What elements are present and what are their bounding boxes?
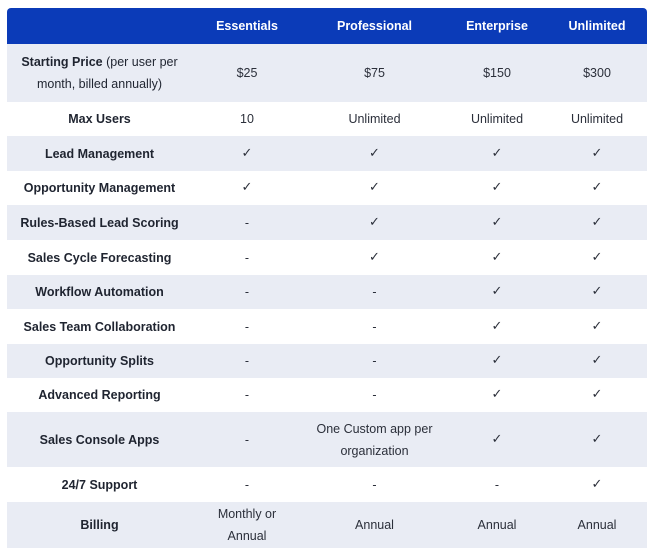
- table-row: [7, 467, 647, 502]
- plan-value: Annual: [477, 518, 517, 532]
- plan-value: -: [244, 215, 250, 230]
- check-icon: ✓: [491, 145, 503, 161]
- feature-label: Opportunity Management: [23, 181, 176, 195]
- feature-label: Lead Management: [44, 146, 155, 161]
- plan-value: -: [244, 388, 250, 402]
- feature-name: [7, 309, 192, 344]
- check-icon: ✓: [591, 214, 603, 230]
- table-row: [7, 205, 647, 240]
- table-row: [7, 275, 647, 309]
- plan-value: -: [244, 477, 250, 492]
- check-icon: ✓: [591, 387, 603, 402]
- table-row: [7, 502, 647, 548]
- feature-label: Sales Console Apps: [39, 432, 160, 447]
- feature-name: [7, 275, 192, 309]
- header-cell: Unlimited: [547, 8, 647, 44]
- feature-name: [7, 102, 192, 136]
- feature-label: Sales Team Collaboration: [23, 319, 176, 334]
- plan-value: -: [244, 354, 250, 368]
- table-row: [7, 171, 647, 205]
- plan-value: Unlimited: [570, 112, 624, 126]
- check-icon: ✓: [369, 214, 380, 230]
- header-row: [7, 8, 647, 44]
- plan-value: -: [244, 285, 250, 299]
- check-icon: ✓: [369, 145, 380, 161]
- table-row: [7, 44, 647, 102]
- table-row: [7, 102, 647, 136]
- feature-label: Sales Cycle Forecasting: [27, 250, 172, 265]
- table-row: [7, 344, 647, 378]
- header-cell: Essentials: [192, 8, 302, 44]
- feature-name: [7, 412, 192, 467]
- check-icon: ✓: [591, 145, 603, 161]
- check-icon: ✓: [241, 145, 253, 161]
- header-cell: Enterprise: [447, 8, 547, 44]
- table-row: [7, 136, 647, 171]
- feature-label: Workflow Automation: [35, 285, 164, 299]
- check-icon: ✓: [491, 180, 503, 195]
- check-icon: ✓: [491, 214, 503, 230]
- plan-value: Annual: [355, 518, 394, 532]
- feature-label: Advanced Reporting: [38, 388, 161, 402]
- plan-value: -: [372, 285, 377, 299]
- plan-value: One Custom app per organization: [316, 421, 433, 458]
- plan-value: Unlimited: [348, 112, 401, 126]
- plan-value: -: [372, 319, 377, 334]
- feature-label: Billing: [80, 518, 119, 532]
- feature-label: Max Users: [68, 112, 131, 126]
- plan-value: -: [372, 477, 377, 492]
- feature-name: [7, 240, 192, 275]
- plan-value: Unlimited: [470, 112, 524, 126]
- check-icon: ✓: [491, 249, 503, 265]
- plan-value: $150: [483, 66, 511, 80]
- check-icon: ✓: [491, 318, 503, 334]
- feature-name: [7, 344, 192, 378]
- check-icon: ✓: [369, 249, 380, 265]
- plan-value: Monthly or Annual: [217, 507, 277, 543]
- check-icon: ✓: [491, 387, 503, 402]
- check-icon: ✓: [591, 431, 603, 447]
- header-cell: [7, 8, 192, 44]
- check-icon: ✓: [591, 353, 603, 368]
- feature-label: Starting Price: [21, 55, 103, 69]
- check-icon: ✓: [491, 284, 503, 299]
- check-icon: ✓: [369, 180, 380, 195]
- check-icon: ✓: [241, 180, 253, 195]
- plan-value: -: [494, 477, 500, 492]
- feature-name: [7, 502, 192, 548]
- feature-note: (per user per month, billed annually): [36, 55, 178, 91]
- plan-value: -: [244, 250, 250, 265]
- check-icon: ✓: [591, 476, 603, 492]
- pricing-table: [7, 8, 647, 548]
- feature-name: [7, 467, 192, 502]
- check-icon: ✓: [591, 180, 603, 195]
- table-row: [7, 309, 647, 344]
- table-row: [7, 378, 647, 412]
- feature-name: [7, 171, 192, 205]
- feature-label: Rules-Based Lead Scoring: [20, 215, 179, 230]
- plan-value: $300: [583, 66, 611, 80]
- table-row: [7, 412, 647, 467]
- feature-name: [7, 378, 192, 412]
- plan-value: 10: [240, 112, 254, 126]
- feature-name: [7, 136, 192, 171]
- header-cell: Professional: [302, 8, 447, 44]
- plan-value: -: [372, 354, 377, 368]
- plan-value: -: [372, 388, 377, 402]
- plan-value: $75: [364, 66, 385, 80]
- plan-value: -: [244, 319, 250, 334]
- check-icon: ✓: [491, 353, 503, 368]
- feature-label: 24/7 Support: [61, 477, 138, 492]
- plan-value: Annual: [577, 518, 617, 532]
- feature-name: [7, 44, 192, 102]
- plan-value: $25: [236, 66, 258, 80]
- check-icon: ✓: [591, 284, 603, 299]
- check-icon: ✓: [591, 318, 603, 334]
- check-icon: ✓: [491, 431, 503, 447]
- feature-label: Opportunity Splits: [44, 354, 155, 368]
- table-row: [7, 240, 647, 275]
- feature-name: [7, 205, 192, 240]
- check-icon: ✓: [591, 249, 603, 265]
- plan-value: -: [244, 432, 250, 447]
